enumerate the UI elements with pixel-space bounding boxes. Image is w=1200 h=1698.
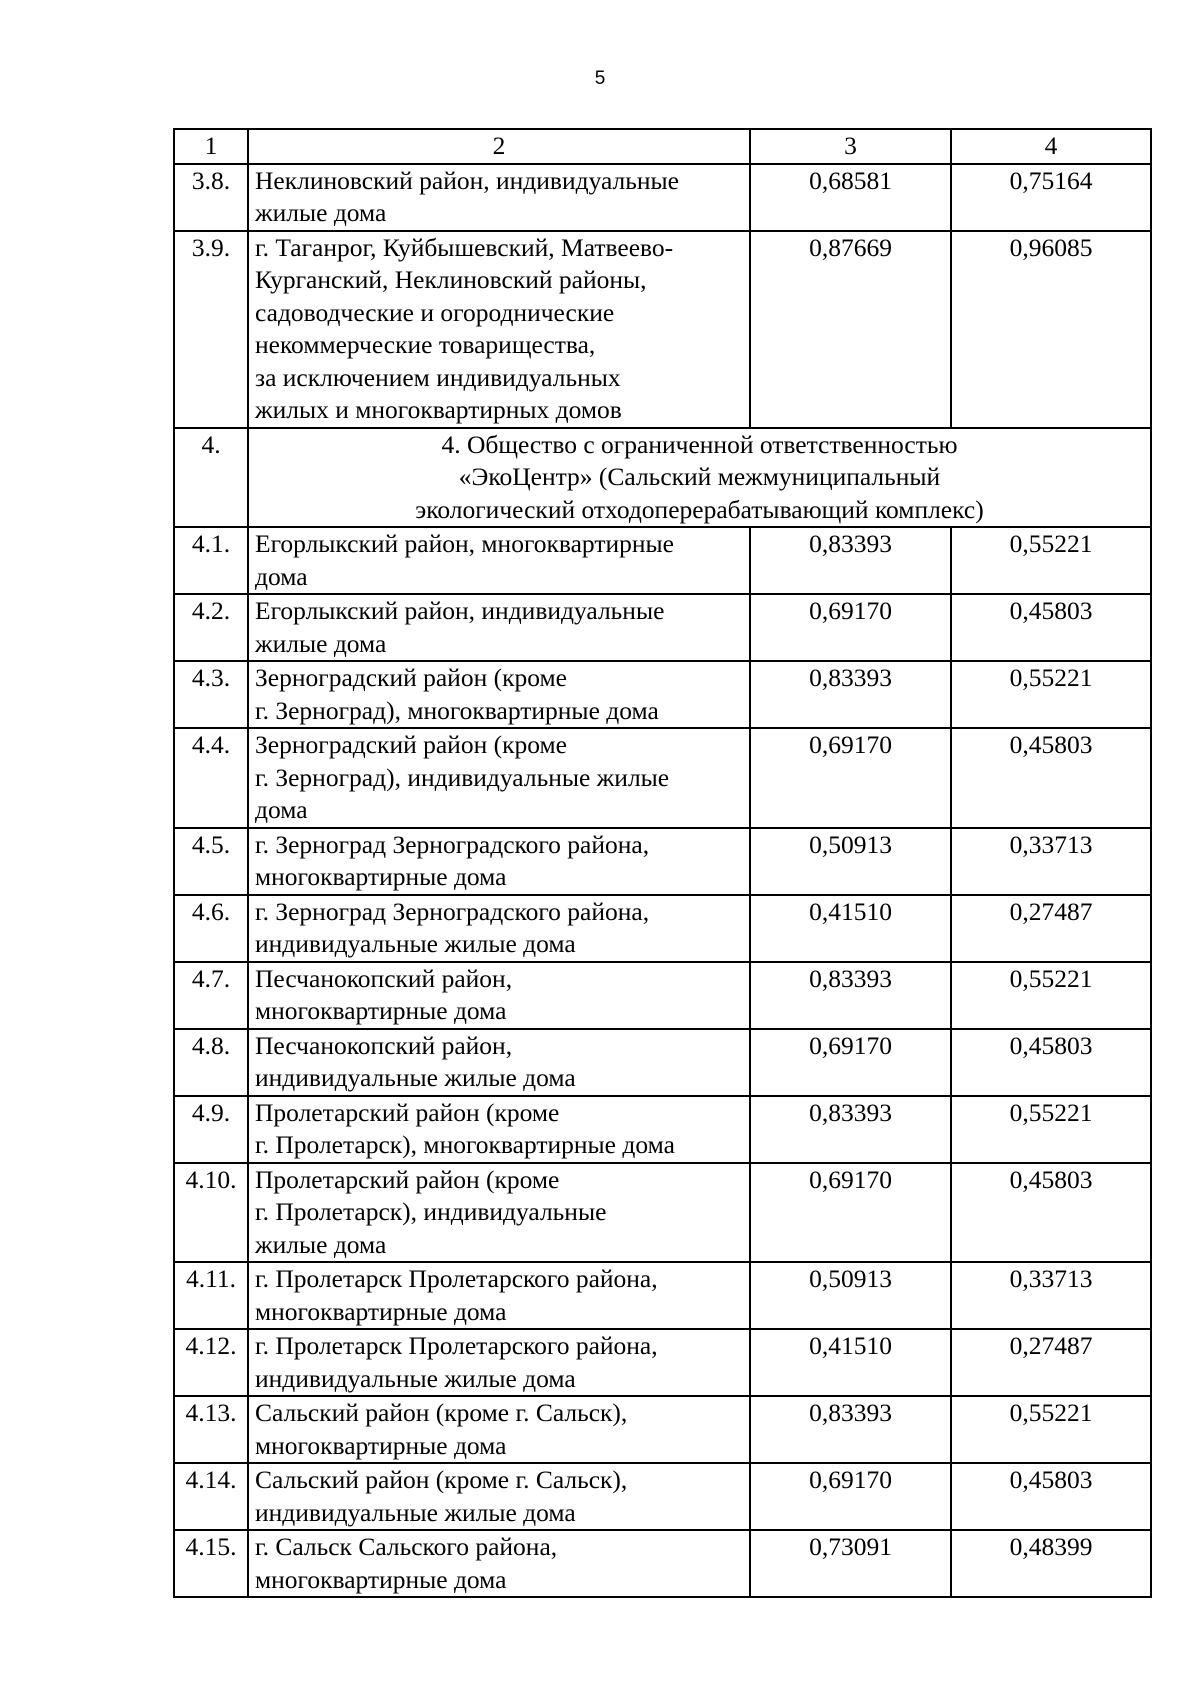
row-value-column-3: 0,69170 — [750, 594, 951, 661]
description-line: г. Пролетарск Пролетарского района, — [255, 1331, 658, 1360]
description-line: Неклиновский район, индивидуальные — [255, 165, 679, 195]
row-number: 4.13. — [174, 1396, 248, 1463]
table-row — [174, 895, 1151, 962]
description-line: г. Пролетарск), индивидуальные — [255, 1197, 607, 1226]
row-value-column-3: 0,68581 — [750, 164, 951, 231]
row-value-column-4: 0,45803 — [951, 1029, 1151, 1096]
row-number: 4.14. — [174, 1463, 248, 1530]
section-number: 4. — [174, 428, 248, 528]
description-line: г. Сальск Сальского района, — [255, 1532, 558, 1561]
table-row — [174, 1463, 1151, 1530]
description-line: многоквартирные дома — [255, 862, 507, 891]
row-number: 4.8. — [174, 1029, 248, 1096]
description-line: г. Зерноград Зерноградского района, — [255, 829, 650, 859]
row-description — [248, 1530, 750, 1597]
description-line: индивидуальные жилые дома — [255, 1363, 576, 1393]
row-value-column-4: 0,55221 — [951, 661, 1151, 728]
row-value-column-3: 0,83393 — [750, 1096, 951, 1163]
row-value-column-3: 0,69170 — [750, 1463, 951, 1530]
table-row — [174, 1396, 1151, 1463]
row-description — [248, 527, 750, 594]
row-value-column-3: 0,50913 — [750, 1262, 951, 1329]
description-line: Песчанокопский район, — [255, 963, 513, 993]
row-description — [248, 1096, 750, 1163]
tariff-table — [173, 128, 1152, 1598]
row-value-column-3: 0,69170 — [750, 1029, 951, 1096]
row-number: 4.10. — [174, 1163, 248, 1263]
section-title-line: «ЭкоЦентр» (Сальский межмуниципальный — [458, 462, 941, 491]
description-line: дома — [255, 561, 308, 591]
table-row — [174, 1329, 1151, 1396]
row-description — [248, 1029, 750, 1096]
description-line: г. Зерноград), многоквартирные дома — [255, 695, 659, 725]
description-line: садоводческие и огороднические — [255, 297, 615, 327]
row-number: 4.15. — [174, 1530, 248, 1597]
section-title — [248, 428, 1151, 528]
row-value-column-4: 0,45803 — [951, 1463, 1151, 1530]
row-value-column-4: 0,45803 — [951, 1163, 1151, 1263]
row-number: 4.6. — [174, 895, 248, 962]
row-description — [248, 1329, 750, 1396]
description-line: дома — [255, 795, 308, 824]
row-value-column-3: 0,83393 — [750, 1396, 951, 1463]
table-row — [174, 1262, 1151, 1329]
row-number: 3.9. — [174, 231, 248, 428]
page-number: 5 — [594, 68, 606, 89]
row-description — [248, 1463, 750, 1530]
row-number: 4.7. — [174, 962, 248, 1029]
row-number: 4.9. — [174, 1096, 248, 1163]
row-description — [248, 1262, 750, 1329]
row-number: 4.4. — [174, 728, 248, 828]
row-value-column-4: 0,27487 — [951, 1329, 1151, 1396]
column-number-header-row — [174, 129, 1151, 164]
table-row — [174, 527, 1151, 594]
row-number: 4.5. — [174, 828, 248, 895]
row-description — [248, 594, 750, 661]
description-line: Егорлыкский район, многоквартирные — [255, 529, 674, 558]
description-line: многоквартирные дома — [255, 1430, 507, 1460]
description-line: индивидуальные жилые дома — [255, 1063, 576, 1092]
table-row — [174, 828, 1151, 895]
row-description — [248, 661, 750, 728]
row-description — [248, 231, 750, 428]
row-value-column-4: 0,45803 — [951, 728, 1151, 828]
description-line: г. Таганрог, Куйбышевский, Матвеево- — [255, 232, 674, 262]
row-value-column-4: 0,55221 — [951, 527, 1151, 594]
row-number: 4.2. — [174, 594, 248, 661]
description-line: Пролетарский район (кроме — [255, 1097, 560, 1127]
description-line: Зерноградский район (кроме — [255, 663, 567, 692]
description-line: многоквартирные дома — [255, 1296, 507, 1326]
column-number-1: 1 — [174, 129, 248, 164]
row-value-column-4: 0,55221 — [951, 1096, 1151, 1163]
row-number: 4.11. — [174, 1262, 248, 1329]
description-line: индивидуальные жилые дома — [255, 1497, 576, 1527]
row-value-column-4: 0,96085 — [951, 231, 1151, 428]
row-value-column-4: 0,55221 — [951, 1396, 1151, 1463]
row-description — [248, 164, 750, 231]
description-line: многоквартирные дома — [255, 1564, 507, 1594]
description-line: г. Зерноград), индивидуальные жилые — [255, 762, 670, 792]
column-number-4: 4 — [951, 129, 1151, 164]
row-value-column-3: 0,41510 — [750, 1329, 951, 1396]
column-number-2: 2 — [248, 129, 750, 164]
table-row — [174, 1530, 1151, 1597]
row-value-column-3: 0,83393 — [750, 962, 951, 1029]
description-line: Пролетарский район (кроме — [255, 1164, 560, 1194]
table-row — [174, 962, 1151, 1029]
row-description — [248, 828, 750, 895]
description-line: многоквартирные дома — [255, 996, 507, 1025]
row-number: 4.1. — [174, 527, 248, 594]
section-title-line: экологический отходоперерабатывающий комплекс) — [415, 494, 984, 524]
row-description — [248, 962, 750, 1029]
row-number: 4.12. — [174, 1329, 248, 1396]
row-value-column-4: 0,75164 — [951, 164, 1151, 231]
table-row — [174, 594, 1151, 661]
description-line: Сальский район (кроме г. Сальск), — [255, 1465, 628, 1494]
description-line: некоммерческие товарищества, — [255, 330, 596, 359]
description-line: Песчанокопский район, — [255, 1030, 513, 1060]
row-description — [248, 1396, 750, 1463]
row-number: 4.3. — [174, 661, 248, 728]
row-value-column-4: 0,33713 — [951, 828, 1151, 895]
description-line: Зерноградский район (кроме — [255, 730, 567, 759]
table-row — [174, 728, 1151, 828]
row-description — [248, 895, 750, 962]
description-line: жилые дома — [255, 1229, 387, 1259]
description-line: г. Пролетарск), многоквартирные дома — [255, 1130, 675, 1159]
description-line: г. Пролетарск Пролетарского района, — [255, 1264, 658, 1293]
table-row — [174, 661, 1151, 728]
table-row — [174, 1096, 1151, 1163]
row-value-column-4: 0,55221 — [951, 962, 1151, 1029]
table-row — [174, 164, 1151, 231]
row-value-column-4: 0,45803 — [951, 594, 1151, 661]
description-line: жилые дома — [255, 198, 387, 227]
row-value-column-3: 0,50913 — [750, 828, 951, 895]
section-header-row — [174, 428, 1151, 528]
tariff-table-body — [174, 129, 1151, 1597]
row-value-column-4: 0,33713 — [951, 1262, 1151, 1329]
row-value-column-3: 0,73091 — [750, 1530, 951, 1597]
description-line: за исключением индивидуальных — [255, 362, 621, 392]
table-row — [174, 231, 1151, 428]
row-value-column-3: 0,41510 — [750, 895, 951, 962]
row-value-column-4: 0,48399 — [951, 1530, 1151, 1597]
row-value-column-3: 0,69170 — [750, 1163, 951, 1263]
section-title-line: 4. Общество с ограниченной ответственностью — [441, 429, 958, 459]
row-number: 3.8. — [174, 164, 248, 231]
description-line: индивидуальные жилые дома — [255, 929, 576, 958]
description-line: жилых и многоквартирных домов — [255, 395, 622, 424]
row-value-column-3: 0,83393 — [750, 661, 951, 728]
row-value-column-4: 0,27487 — [951, 895, 1151, 962]
description-line: жилые дома — [255, 628, 387, 658]
table-row — [174, 1029, 1151, 1096]
row-value-column-3: 0,69170 — [750, 728, 951, 828]
description-line: Сальский район (кроме г. Сальск), — [255, 1398, 628, 1427]
row-value-column-3: 0,83393 — [750, 527, 951, 594]
table-row — [174, 1163, 1151, 1263]
description-line: Курганский, Неклиновский районы, — [255, 265, 647, 294]
description-line: г. Зерноград Зерноградского района, — [255, 896, 650, 926]
description-line: Егорлыкский район, индивидуальные — [255, 596, 665, 625]
row-description — [248, 728, 750, 828]
column-number-3: 3 — [750, 129, 951, 164]
row-description — [248, 1163, 750, 1263]
row-value-column-3: 0,87669 — [750, 231, 951, 428]
